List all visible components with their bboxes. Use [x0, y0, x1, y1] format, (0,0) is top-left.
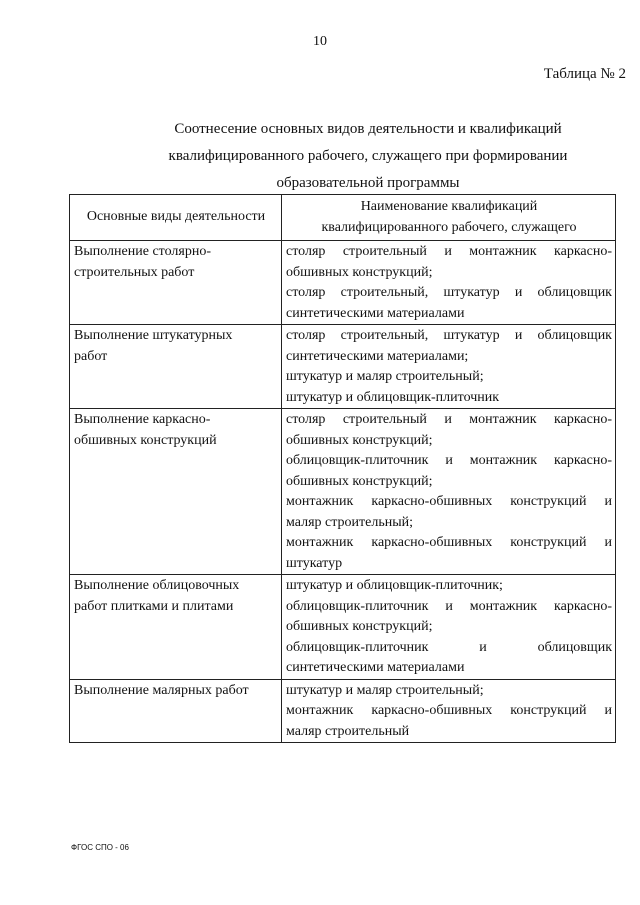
qualification-line: маляр строительный [286, 723, 410, 739]
footer-code: ФГОС СПО - 06 [71, 843, 129, 852]
qualification-line: обшивных конструкций; [286, 619, 433, 634]
table-title [120, 116, 616, 197]
qualification-line: штукатур и маляр строительный; [286, 369, 484, 384]
page-number: 10 [313, 34, 327, 49]
table-label: Таблица № 2 [543, 66, 626, 82]
qualification-line: синтетическими материалами [286, 305, 465, 321]
table-body [70, 241, 616, 743]
table-row [70, 679, 616, 743]
header-activities: Основные виды деятельности [70, 195, 282, 241]
qualification-line: монтажник каркасно-обшивных конструкций и [286, 703, 612, 718]
qualifications-cell [282, 241, 616, 325]
title-line-1: Соотнесение основных видов деятельности и квалификаций [174, 121, 562, 137]
activity-line: обшивных конструкций [74, 432, 217, 448]
qualification-line: штукатур и облицовщик-плиточник; [286, 578, 503, 593]
qualification-line: столяр строительный, штукатур и облицовщик [286, 285, 612, 300]
qualification-line: облицовщик-плиточник и монтажник каркасно- [286, 453, 612, 468]
title-line-3: образовательной программы [276, 175, 460, 191]
qualification-line: обшивных конструкций; [286, 432, 433, 448]
qualification-line: синтетическими материалами; [286, 348, 469, 364]
qualification-line: штукатур [286, 555, 343, 571]
qualification-line: столяр строительный и монтажник каркасно- [286, 244, 612, 259]
qualifications-cell [282, 679, 616, 743]
qualifications-cell [282, 325, 616, 409]
qualification-line: облицовщик-плиточник и монтажник каркасно- [286, 598, 612, 614]
table-row [70, 575, 616, 680]
qualification-line: маляр строительный; [286, 514, 414, 530]
qualification-line: монтажник каркасно-обшивных конструкций и [286, 535, 612, 550]
qualification-line: столяр строительный и монтажник каркасно- [286, 412, 612, 427]
qualification-line: монтажник каркасно-обшивных конструкций и [286, 494, 612, 509]
activity-line: Выполнение каркасно- [74, 412, 211, 427]
table-row [70, 241, 616, 325]
activity-cell [70, 325, 282, 409]
qualification-line: штукатур и облицовщик-плиточник [286, 389, 500, 405]
activity-cell [70, 241, 282, 325]
activity-line: Выполнение штукатурных [74, 328, 233, 343]
table-header-row [70, 195, 616, 241]
qualification-line: обшивных конструкций; [286, 473, 433, 489]
activity-cell [70, 409, 282, 575]
qualifications-cell [282, 575, 616, 680]
activity-line: строительных работ [74, 264, 195, 280]
qualifications-table [69, 194, 616, 743]
activity-line: Выполнение столярно- [74, 244, 211, 259]
table-row [70, 409, 616, 575]
title-line-2: квалифицированного рабочего, служащего при формировании [168, 148, 568, 164]
activity-line: работ [74, 348, 108, 364]
qualification-line: обшивных конструкций; [286, 264, 433, 280]
qualifications-cell [282, 409, 616, 575]
header-qualifications-line-2: квалифицированного рабочего, служащего [321, 219, 577, 235]
activity-cell [70, 575, 282, 680]
qualification-line: облицовщик-плиточник и облицовщик [286, 639, 612, 655]
qualification-line: штукатур и маляр строительный; [286, 682, 484, 698]
header-qualifications [282, 195, 616, 241]
header-qualifications-line-1: Наименование квалификаций [360, 199, 538, 214]
activity-cell [70, 679, 282, 743]
table-row [70, 325, 616, 409]
activity-line: работ плитками и плитами [74, 598, 234, 614]
qualification-line: синтетическими материалами [286, 660, 465, 675]
activity-line: Выполнение облицовочных [74, 578, 240, 593]
activity-line: Выполнение малярных работ [74, 682, 249, 698]
qualification-line: столяр строительный, штукатур и облицовщик [286, 328, 612, 343]
